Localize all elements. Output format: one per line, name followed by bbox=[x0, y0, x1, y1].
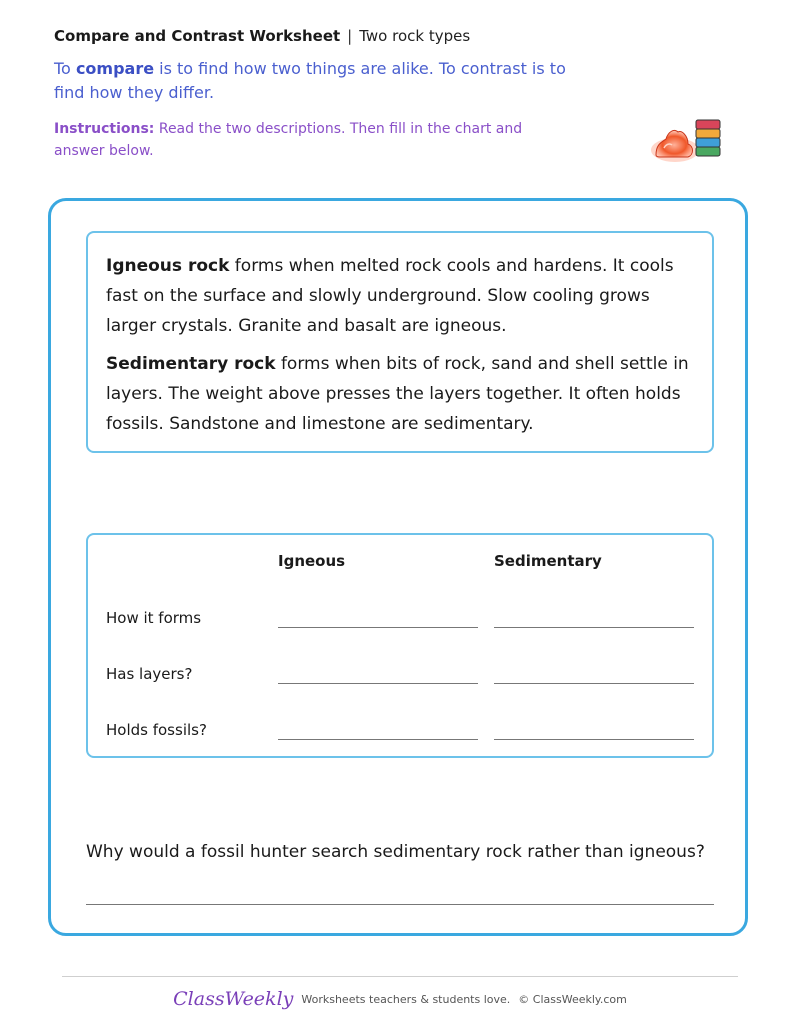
footer bbox=[0, 988, 800, 1010]
blank-igneous-how-it-forms[interactable] bbox=[278, 627, 478, 628]
sedimentary-paragraph bbox=[106, 349, 694, 439]
definition-keyword: compare bbox=[75, 59, 155, 78]
passage-box bbox=[86, 231, 714, 453]
row-label-how-it-forms: How it forms bbox=[106, 609, 202, 627]
instructions bbox=[54, 118, 574, 162]
footer-copyright: © ClassWeekly.com bbox=[518, 992, 627, 1006]
igneous-term: Igneous rock bbox=[106, 256, 230, 276]
footer-divider bbox=[62, 976, 738, 977]
rock-illustration bbox=[648, 112, 728, 168]
compare-definition bbox=[54, 57, 594, 105]
sedimentary-term: Sedimentary rock bbox=[106, 354, 276, 374]
row-label-has-layers: Has layers? bbox=[106, 665, 193, 683]
blank-sedimentary-how-it-forms[interactable] bbox=[494, 627, 694, 628]
blank-igneous-has-layers[interactable] bbox=[278, 683, 478, 684]
igneous-description: forms when melted rock cools and hardens. It cools fast on the surface and slowly underground. Slow cooling grows larger crystals. Granite and basalt are igneous. bbox=[106, 256, 674, 336]
blank-sedimentary-has-layers[interactable] bbox=[494, 683, 694, 684]
definition-lead: To bbox=[54, 59, 76, 78]
header-separator: | bbox=[347, 27, 353, 45]
igneous-paragraph bbox=[106, 251, 694, 341]
definition-rest: is to find how two things are alike. To contrast is to find how they differ. bbox=[54, 59, 566, 102]
instructions-label: Instructions: bbox=[54, 121, 155, 137]
sedimentary-description: forms when bits of rock, sand and shell settle in layers. The weight above presses the layers together. It often holds fossils. Sandstone and limestone are sedimentary. bbox=[106, 354, 689, 434]
row-label-holds-fossils: Holds fossils? bbox=[106, 721, 207, 739]
blank-igneous-holds-fossils[interactable] bbox=[278, 739, 478, 740]
blank-sedimentary-holds-fossils[interactable] bbox=[494, 739, 694, 740]
worksheet-subtitle: Two rock types bbox=[359, 27, 471, 45]
instructions-text: Read the two descriptions. Then fill in the chart and answer below. bbox=[54, 121, 523, 159]
rock-layers-icon bbox=[696, 120, 720, 156]
footer-tagline: Worksheets teachers & students love. bbox=[301, 992, 511, 1006]
compare-chart bbox=[86, 533, 714, 758]
worksheet-title: Compare and Contrast Worksheet bbox=[54, 27, 341, 45]
worksheet-header bbox=[54, 26, 470, 46]
question-text: Why would a fossil hunter search sedimentary rock rather than igneous? bbox=[86, 842, 705, 862]
brand-logo: ClassWeekly bbox=[173, 988, 294, 1010]
lava-blob-icon bbox=[651, 130, 699, 162]
column-header-igneous: Igneous bbox=[278, 552, 346, 570]
answer-line[interactable] bbox=[86, 904, 714, 905]
column-header-sedimentary: Sedimentary bbox=[494, 552, 602, 570]
